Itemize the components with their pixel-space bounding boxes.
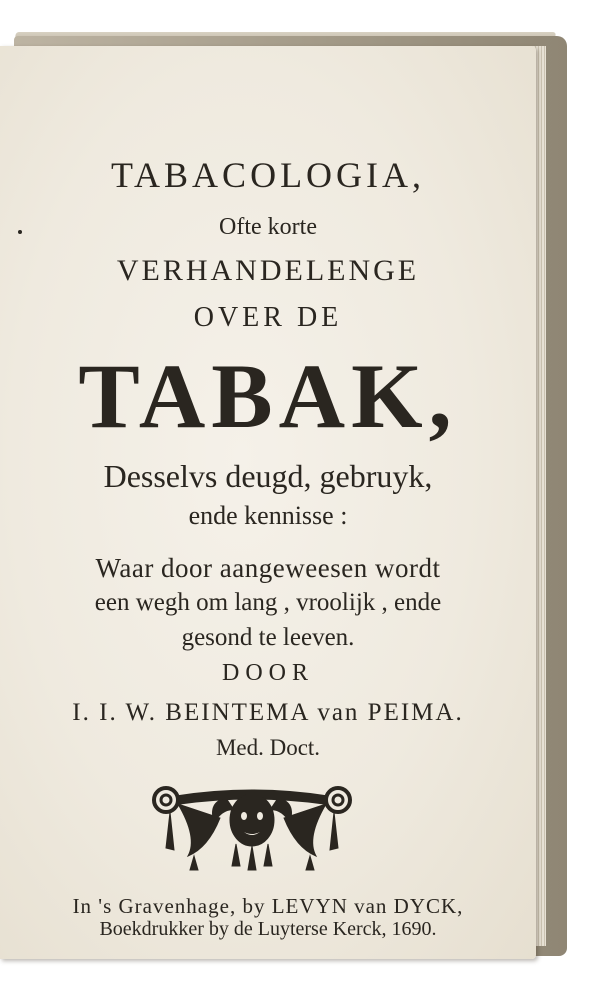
subtitle-verhandelenge: VERHANDELENGE	[116, 254, 420, 287]
author-title: Med. Doct.	[215, 735, 321, 760]
line-deugd-gebruyk: Desselvs deugd, gebruyk,	[103, 458, 433, 494]
ram-head-ornament-icon	[148, 778, 356, 874]
main-word-tabak: TABAK,	[78, 345, 458, 447]
imprint-line-2: Boekdrukker by de Luyterse Kerck, 1690.	[99, 918, 437, 940]
book-title: TABACOLOGIA,	[110, 155, 426, 195]
line-kennisse: ende kennisse :	[188, 501, 348, 530]
description-line-2: een wegh om lang , vroolijk , ende	[94, 589, 442, 616]
description-line-1: Waar door aangeweesen wordt	[95, 553, 441, 583]
author-name: I. I. W. BEINTEMA van PEIMA.	[72, 699, 464, 726]
title-page	[0, 46, 536, 959]
description-line-3: gesond te leeven.	[181, 624, 355, 651]
subtitle-ofte-korte: Ofte korte	[219, 214, 317, 240]
door-label: DOOR	[221, 660, 314, 686]
subtitle-over-de: OVER DE	[193, 302, 343, 333]
imprint-line-1: In 's Gravenhage, by LEVYN van DYCK,	[72, 894, 464, 918]
